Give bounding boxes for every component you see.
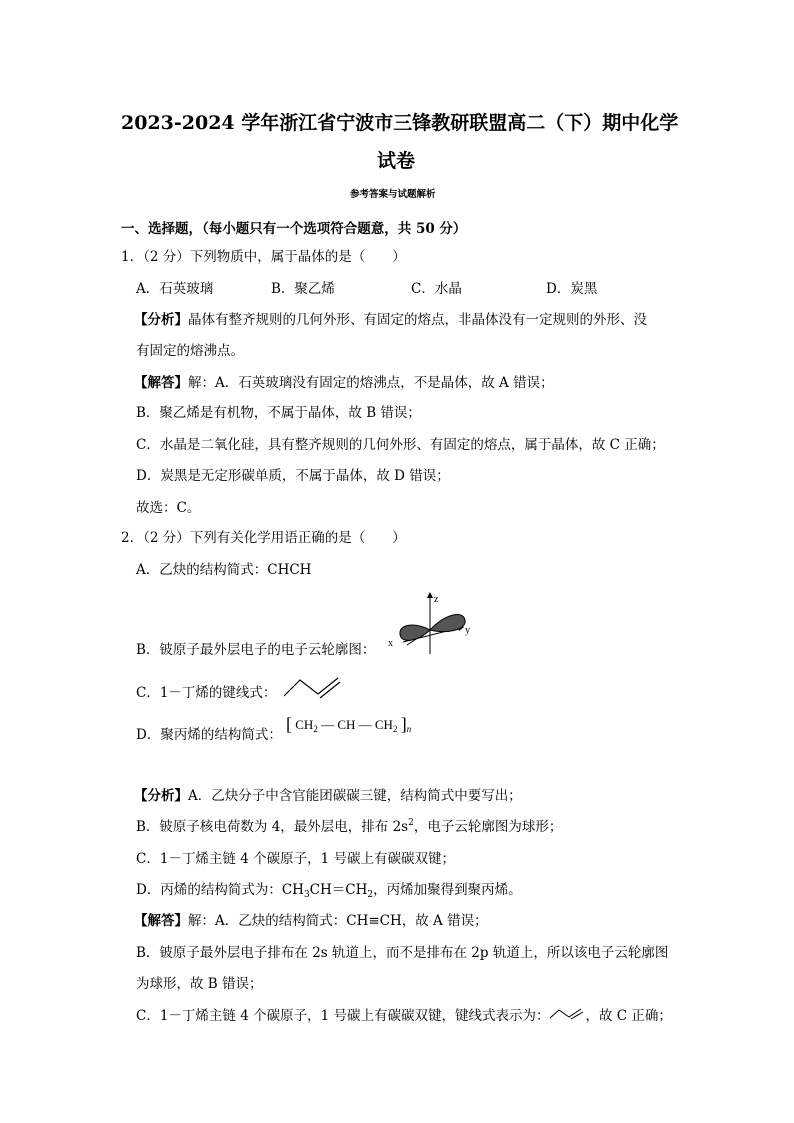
ch-center: CH [337, 717, 356, 732]
ch2-left-sub: 2 [313, 724, 318, 734]
analysis-tag: 【分析】 [134, 312, 188, 328]
butene-inline-double [571, 1012, 583, 1019]
q2-option-b: B．铍原子最外层电子的电子云轮廓图： [136, 642, 376, 658]
q1-analysis [134, 312, 647, 328]
document-title: 2023-2024 学年浙江省宁波市三锋教研联盟高二（下）期中化学 [121, 112, 679, 134]
q1-stem: 1．（2 分）下列物质中，属于晶体的是（ ） [121, 249, 406, 265]
q1-option-d: D．炭黑 [546, 281, 598, 297]
q1-analysis-text-2: 有固定的熔沸点。 [136, 343, 244, 359]
q2-answer-a: 解：A．乙炔的结构简式：CH≡CH，故 A 错误； [188, 913, 488, 929]
p-orbital-figure [383, 590, 475, 658]
q2-option-d: D．聚丙烯的结构简式： [136, 727, 282, 743]
q1-answer-a: 解：A．石英玻璃没有固定的熔沸点，不是晶体，故 A 错误； [188, 375, 554, 391]
q1-answer-c: C．水晶是二氧化硅，具有整齐规则的几何外形、有固定的熔点，属于晶体，故 C 正确； [136, 437, 665, 453]
ch2-right: CH [374, 717, 393, 732]
bond-line-1: — [321, 717, 335, 732]
q2-answer-b-line2: 为球形，故 B 错误； [136, 976, 263, 992]
butene-inline-chain [550, 1009, 581, 1018]
bracket-left: [ [286, 714, 292, 734]
x-axis-label: x [388, 638, 393, 649]
analysis-tag-2: 【分析】 [134, 788, 188, 804]
q2-analysis-d-mid: CH＝CH [309, 882, 368, 898]
q2-analysis-d-post: ，丙烯加聚得到聚丙烯。 [373, 882, 522, 898]
q2-option-c: C．1－丁烯的键线式： [136, 685, 277, 701]
q2-analysis-d-sub2: 2 [367, 890, 374, 900]
q2-analysis-d [136, 882, 522, 898]
q1-option-b: B．聚乙烯 [271, 281, 335, 297]
z-axis-arrow-icon [427, 592, 433, 598]
butene-skeletal-figure [282, 674, 344, 700]
q1-analysis-text-1: 晶体有整齐规则的几何外形、有固定的熔点，非晶体没有一定规则的外形、没 [188, 312, 647, 328]
polypropylene-formula [286, 713, 411, 734]
degree-n: n [406, 724, 412, 734]
q2-analysis-d-pre: D．丙烯的结构简式为：CH [136, 882, 304, 898]
q2-answer [134, 913, 488, 929]
q1-answer-b: B．聚乙烯是有机物，不属于晶体，故 B 错误； [136, 405, 421, 421]
q1-option-a: A．石英玻璃 [136, 281, 214, 297]
butene-inline-figure [549, 1007, 585, 1021]
q1-choice: 故选：C。 [136, 500, 201, 516]
answer-tag: 【解答】 [134, 375, 188, 391]
q2-analysis-c: C．1－丁烯主链 4 个碳原子，1 号碳上有碳碳双键； [136, 851, 455, 867]
z-axis-label: z [434, 594, 439, 605]
q2-answer-c [136, 1007, 672, 1024]
q2-answer-c-post: ，故 C 正确； [585, 1008, 672, 1024]
q2-analysis-b-post: ，电子云轮廓图为球形； [413, 819, 563, 835]
q1-answer-d: D．炭黑是无定形碳单质，不属于晶体，故 D 错误； [136, 468, 450, 484]
q2-answer-c-pre: C．1－丁烯主链 4 个碳原子，1 号碳上有碳碳双键，键线式表示为： [136, 1008, 550, 1024]
ch2-right-sub: 2 [392, 724, 398, 734]
butene-chain [284, 678, 338, 696]
q2-stem: 2．（2 分）下列有关化学用语正确的是（ ） [121, 530, 406, 546]
q2-option-a: A．乙炔的结构简式：CHCH [136, 562, 312, 578]
q2-analysis-d-sub1: 3 [303, 890, 310, 900]
q2-analysis-b [136, 819, 562, 835]
q2-analysis [134, 788, 522, 804]
document-subtitle: 参考答案与试题解析 [350, 189, 436, 200]
ch2-left: CH [295, 717, 314, 732]
q2-answer-b-line1: B．铍原子最外层电子排布在 2s 轨道上，而不是排布在 2p 轨道上，所以该电子云轮廓图 [136, 945, 669, 961]
q1-answer [134, 375, 554, 391]
q2-analysis-b-sup: 2 [408, 818, 414, 828]
q1-option-c: C．水晶 [411, 281, 462, 297]
y-axis-label: y [465, 625, 470, 636]
document-title-line2: 试卷 [377, 150, 416, 172]
section-heading: 一、选择题，（每小题只有一个选项符合题意，共 50 分） [121, 221, 467, 237]
answer-tag-2: 【解答】 [134, 913, 188, 929]
q2-analysis-b-pre: B．铍原子核电荷数为 4，最外层电，排布 2s [136, 819, 409, 835]
orbital-lobe-left [400, 625, 430, 640]
bracket-right: ] [400, 714, 407, 734]
q2-analysis-a: A．乙炔分子中含官能团碳碳三键，结构简式中要写出； [188, 788, 522, 804]
bond-line-2: — [358, 717, 372, 732]
